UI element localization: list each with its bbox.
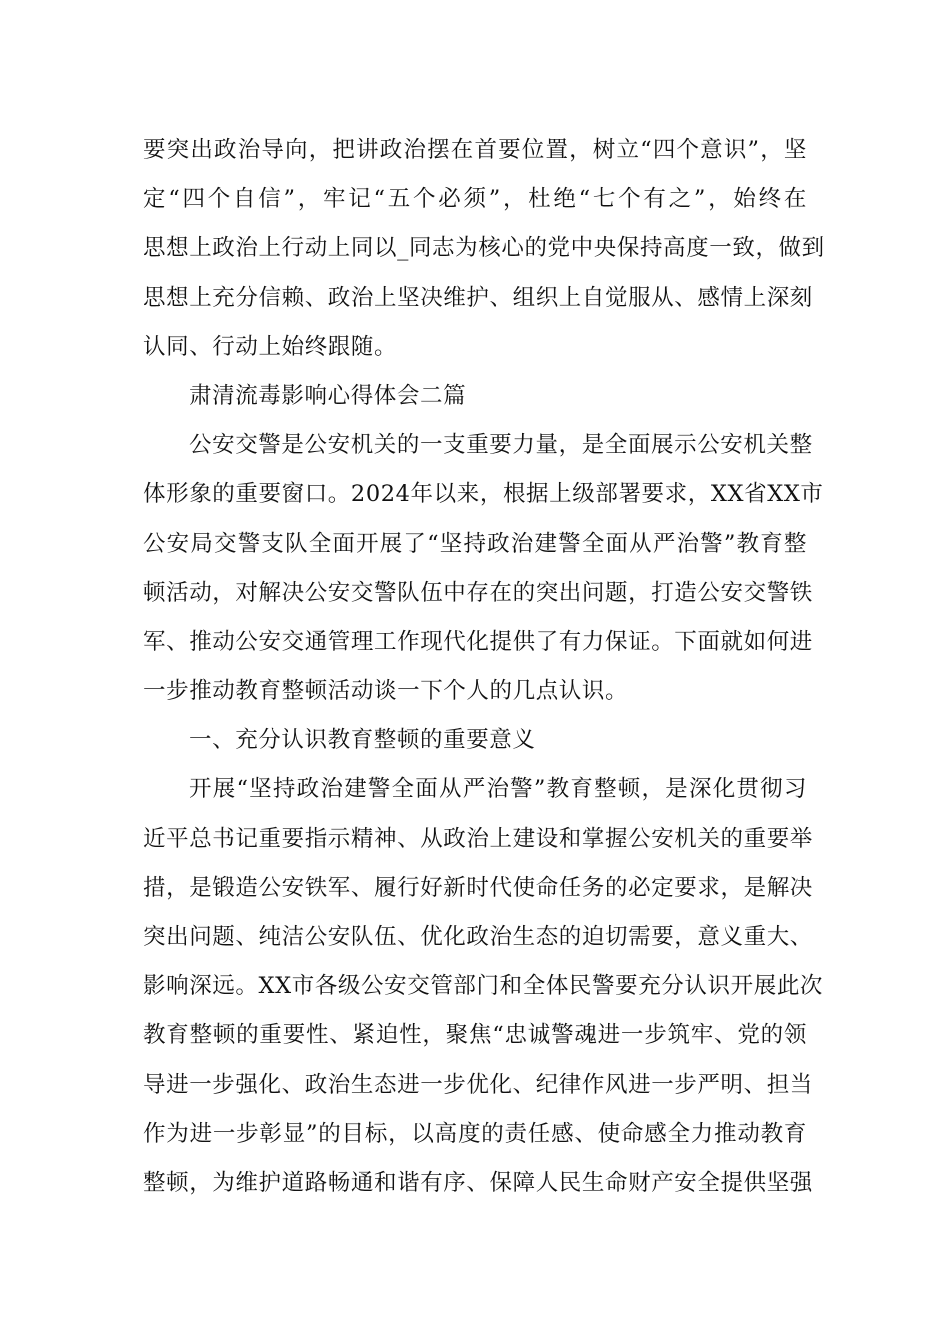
text-line: 思想上充分信赖、政治上坚决维护、组织上自觉服从、感情上深刻 <box>143 284 813 311</box>
text-line: 要突出政治导向，把讲政治摆在首要位置，树立“四个意识”，坚 <box>143 137 807 163</box>
paragraph-significance <box>143 765 824 1208</box>
text-line: 定“四个自信”，牢记“五个必须”，杜绝“七个有之”，始终在 <box>143 186 807 213</box>
heading-one-text: 一、充分认识教育整顿的重要意义 <box>189 727 536 754</box>
text-line: 突出问题、纯洁公安队伍、优化政治生态的迫切需要，意义重大、 <box>143 924 813 950</box>
text-line: 整顿，为维护道路畅通和谐有序、保障人民生命财产安全提供坚强 <box>143 1169 813 1196</box>
text-line: 近平总书记重要指示精神、从政治上建设和掌握公安机关的重要举 <box>143 825 813 852</box>
text-line: 公安交警是公安机关的一支重要力量，是全面展示公安机关整 <box>189 432 813 459</box>
text-line: 体形象的重要窗口。2024年以来，根据上级部署要求，XX省XX市 <box>143 481 824 508</box>
text-line: 措，是锻造公安铁军、履行好新时代使命任务的必定要求，是解决 <box>143 874 813 901</box>
document-page <box>143 126 825 1208</box>
text-line: 一步推动教育整顿活动谈一下个人的几点认识。 <box>143 678 629 705</box>
text-line: 影响深远。XX市各级公安交管部门和全体民警要充分认识开展此次 <box>143 973 824 1000</box>
text-line: 作为进一步彰显”的目标，以高度的责任感、使命感全力推动教育 <box>143 1120 807 1147</box>
heading-one <box>143 716 807 765</box>
text-line: 导进一步强化、政治生态进一步优化、纪律作风进一步严明、担当 <box>143 1071 813 1098</box>
section-title-text: 肃清流毒影响心得体会二篇 <box>189 382 467 409</box>
paragraph-traffic-police <box>143 421 824 716</box>
text-line: 认同、行动上始终跟随。 <box>143 333 398 360</box>
text-line: 军、推动公安交通管理工作现代化提供了有力保证。下面就如何进 <box>143 628 813 655</box>
section-title <box>143 372 807 421</box>
text-line: 公安局交警支队全面开展了“坚持政治建警全面从严治警”教育整 <box>143 530 807 557</box>
text-line: 思想上政治上行动上同以_同志为核心的党中央保持高度一致，做到 <box>143 235 825 262</box>
text-line: 教育整顿的重要性、紧迫性，聚焦“忠诚警魂进一步筑牢、党的领 <box>143 1022 807 1049</box>
text-line: 开展“坚持政治建警全面从严治警”教育整顿，是深化贯彻习 <box>189 776 807 803</box>
text-line: 顿活动，对解决公安交警队伍中存在的突出问题，打造公安交警铁 <box>143 579 813 606</box>
paragraph-intro-end <box>143 126 825 372</box>
